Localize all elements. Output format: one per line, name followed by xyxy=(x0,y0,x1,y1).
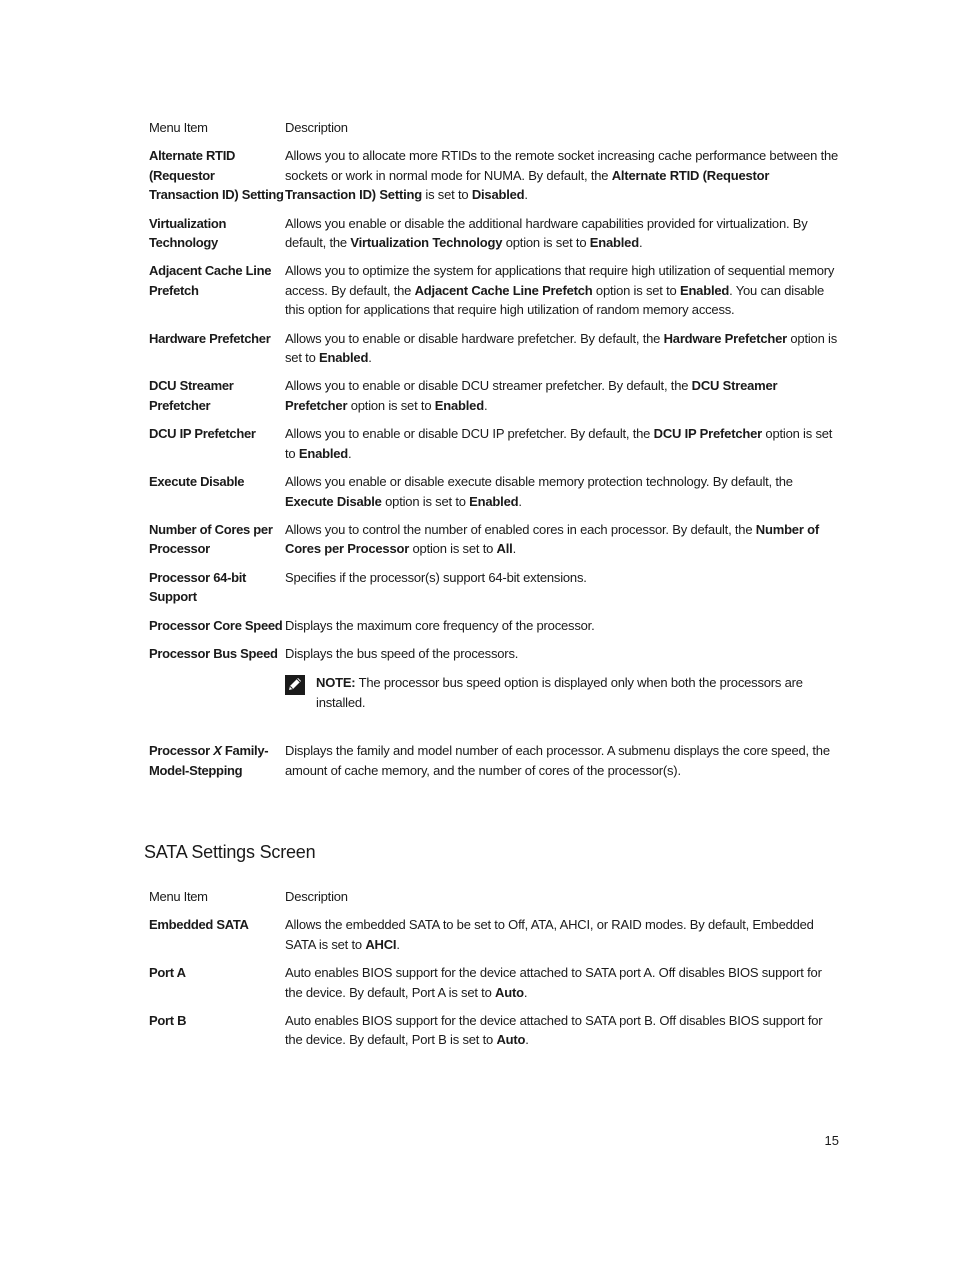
description-alternate-rtid: Allows you to allocate more RTIDs to the remote socket increasing cache performance between the sockets or work in normal mode for NUMA. By default, the Alternate RTID (Requestor Transaction ID) Setting is set to Disabled. xyxy=(285,148,839,203)
menu-item-virtualization: Virtualization Technology xyxy=(149,215,227,251)
menu-item-embedded-sata: Embedded SATA xyxy=(149,917,249,933)
table-row xyxy=(149,644,839,732)
menu-item-execute-disable: Execute Disable xyxy=(149,474,245,490)
table-row xyxy=(149,741,839,780)
processor-settings-table xyxy=(149,118,839,789)
description-hardware-prefetcher: Allows you to enable or disable hardware prefetcher. By default, the Hardware Prefetcher option is set to Enabled. xyxy=(285,330,838,366)
table-row xyxy=(149,472,839,511)
table-row xyxy=(149,616,839,635)
menu-item-cores-per-processor: Number of Cores per Processor xyxy=(149,521,273,557)
table-row xyxy=(149,214,839,253)
table-row xyxy=(149,376,839,415)
menu-item-dcu-streamer: DCU Streamer Prefetcher xyxy=(149,378,234,413)
header-description: Description xyxy=(285,120,348,135)
bus-speed-text: Displays the bus speed of the processors. xyxy=(285,645,519,661)
description-execute-disable: Allows you enable or disable execute disable memory protection technology. By default, the Execute Disable option is set to Enabled. xyxy=(285,474,793,509)
description-dcu-ip: Allows you to enable or disable DCU IP prefetcher. By default, the DCU IP Prefetcher option is set to Enabled. xyxy=(285,426,833,461)
description-adjacent-cache: Allows you to optimize the system for applications that require high utilization of sequential memory access. By default, the Adjacent Cache Line Prefetch option is set to Enabled. You can disable this option for applications that require high utilization of random memory access. xyxy=(285,263,835,318)
menu-item-dcu-ip: DCU IP Prefetcher xyxy=(149,426,256,442)
table-row xyxy=(149,963,839,1002)
header-menu-item: Menu Item xyxy=(149,889,208,904)
menu-item-processor-family: Processor X Family-Model-Stepping xyxy=(149,743,269,778)
table-row xyxy=(149,568,839,607)
table-row xyxy=(149,1011,839,1050)
table-row xyxy=(149,329,839,368)
table-header xyxy=(149,118,839,137)
header-menu-item: Menu Item xyxy=(149,120,208,135)
menu-item-port-a: Port A xyxy=(149,965,186,981)
description-port-b: Auto enables BIOS support for the device attached to SATA port B. Off disables BIOS support for the device. By default, Port B is set to Auto. xyxy=(285,1013,823,1048)
menu-item-processor-core-speed: Processor Core Speed xyxy=(149,617,283,633)
description-cores-per-processor: Allows you to control the number of enabled cores in each processor. By default, the Number of Cores per Processor option is set to All. xyxy=(285,521,819,557)
table-row xyxy=(149,424,839,463)
description-embedded-sata: Allows the embedded SATA to be set to Off, ATA, AHCI, or RAID modes. By default, Embedded SATA is set to AHCI. xyxy=(285,917,814,952)
menu-item-hardware-prefetcher: Hardware Prefetcher xyxy=(149,330,271,346)
table-row xyxy=(149,520,839,559)
table-row xyxy=(149,915,839,954)
menu-item-processor-64bit: Processor 64-bit Support xyxy=(149,569,247,605)
note-box xyxy=(285,673,839,712)
description-port-a: Auto enables BIOS support for the device attached to SATA port A. Off disables BIOS support for the device. By default, Port A is set to Auto. xyxy=(285,965,822,1000)
sata-settings-table xyxy=(149,887,839,1059)
description-dcu-streamer: Allows you to enable or disable DCU streamer prefetcher. By default, the DCU Streamer Prefetcher option is set to Enabled. xyxy=(285,378,778,413)
note-text: NOTE: The processor bus speed option is displayed only when both the processors are installed. xyxy=(316,675,803,710)
description-processor-family: Displays the family and model number of each processor. A submenu displays the core speed, the amount of cache memory, and the number of cores of the processor(s). xyxy=(285,743,830,778)
table-row xyxy=(149,146,839,204)
header-description: Description xyxy=(285,889,348,904)
note-pencil-icon xyxy=(285,673,316,712)
description-processor-core-speed: Displays the maximum core frequency of the processor. xyxy=(285,617,595,633)
description-processor-64bit: Specifies if the processor(s) support 64-bit extensions. xyxy=(285,569,587,585)
description-processor-bus-speed xyxy=(285,644,839,732)
menu-item-processor-bus-speed: Processor Bus Speed xyxy=(149,645,278,661)
table-row xyxy=(149,261,839,319)
page-number: 15 xyxy=(824,1133,839,1148)
menu-item-port-b: Port B xyxy=(149,1013,187,1029)
table-header xyxy=(149,887,839,906)
menu-item-alternate-rtid: Alternate RTID (Requestor Transaction ID) Setting xyxy=(149,148,284,203)
section-title: SATA Settings Screen xyxy=(144,842,316,862)
description-virtualization: Allows you enable or disable the additional hardware capabilities provided for virtualization. By default, the Virtualization Technology option is set to Enabled. xyxy=(285,215,808,251)
menu-item-adjacent-cache: Adjacent Cache Line Prefetch xyxy=(149,263,272,298)
